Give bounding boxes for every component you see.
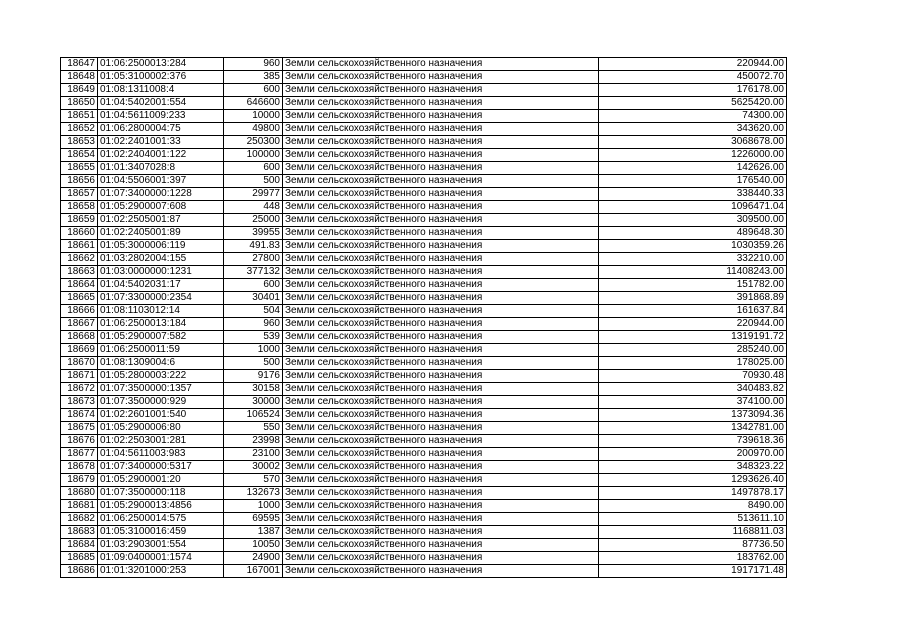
table-row [61, 396, 787, 409]
table-row [61, 422, 787, 435]
land-category-cell: Земли сельскохозяйственного назначения [283, 279, 599, 292]
table-row [61, 58, 787, 71]
land-category-cell: Земли сельскохозяйственного назначения [283, 227, 599, 240]
row-number-cell: 18667 [61, 318, 98, 331]
cadastral-value-cell: 1168811.03 [599, 526, 787, 539]
area-cell: 30000 [224, 396, 283, 409]
row-number-cell: 18653 [61, 136, 98, 149]
cadastral-number-cell: 01:02:2505001:87 [98, 214, 224, 227]
area-cell: 23100 [224, 448, 283, 461]
area-cell: 30401 [224, 292, 283, 305]
area-cell: 1387 [224, 526, 283, 539]
table-row [61, 123, 787, 136]
cadastral-value-cell: 3068678.00 [599, 136, 787, 149]
land-category-cell: Земли сельскохозяйственного назначения [283, 71, 599, 84]
land-category-cell: Земли сельскохозяйственного назначения [283, 188, 599, 201]
cadastral-number-cell: 01:05:3000006:119 [98, 240, 224, 253]
cadastral-value-cell: 183762.00 [599, 552, 787, 565]
table-row [61, 383, 787, 396]
row-number-cell: 18681 [61, 500, 98, 513]
cadastral-number-cell: 01:05:2900001:20 [98, 474, 224, 487]
row-number-cell: 18675 [61, 422, 98, 435]
land-category-cell: Земли сельскохозяйственного назначения [283, 344, 599, 357]
table-row [61, 435, 787, 448]
land-category-cell: Земли сельскохозяйственного назначения [283, 123, 599, 136]
row-number-cell: 18672 [61, 383, 98, 396]
area-cell: 10050 [224, 539, 283, 552]
land-category-cell: Земли сельскохозяйственного назначения [283, 448, 599, 461]
land-category-cell: Земли сельскохозяйственного назначения [283, 240, 599, 253]
cadastral-number-cell: 01:05:2900006:80 [98, 422, 224, 435]
cadastral-number-cell: 01:05:2900007:608 [98, 201, 224, 214]
land-category-cell: Земли сельскохозяйственного назначения [283, 292, 599, 305]
cadastral-value-cell: 142626.00 [599, 162, 787, 175]
table-row [61, 175, 787, 188]
land-category-cell: Земли сельскохозяйственного назначения [283, 136, 599, 149]
table-row [61, 71, 787, 84]
area-cell: 385 [224, 71, 283, 84]
cadastral-value-cell: 70930.48 [599, 370, 787, 383]
area-cell: 30002 [224, 461, 283, 474]
area-cell: 30158 [224, 383, 283, 396]
row-number-cell: 18674 [61, 409, 98, 422]
row-number-cell: 18647 [61, 58, 98, 71]
table-row [61, 344, 787, 357]
row-number-cell: 18655 [61, 162, 98, 175]
land-category-cell: Земли сельскохозяйственного назначения [283, 383, 599, 396]
cadastral-value-cell: 1497878.17 [599, 487, 787, 500]
land-category-cell: Земли сельскохозяйственного назначения [283, 396, 599, 409]
cadastral-number-cell: 01:02:2405001:89 [98, 227, 224, 240]
row-number-cell: 18651 [61, 110, 98, 123]
table-row [61, 474, 787, 487]
cadastral-value-cell: 285240.00 [599, 344, 787, 357]
cadastral-number-cell: 01:04:5402001:554 [98, 97, 224, 110]
land-category-cell: Земли сельскохозяйственного назначения [283, 357, 599, 370]
cadastral-value-cell: 391868.89 [599, 292, 787, 305]
cadastral-value-cell: 176178.00 [599, 84, 787, 97]
table-row [61, 305, 787, 318]
area-cell: 600 [224, 279, 283, 292]
cadastral-number-cell: 01:08:1103012:14 [98, 305, 224, 318]
area-cell: 167001 [224, 565, 283, 578]
cadastral-number-cell: 01:01:3407028:8 [98, 162, 224, 175]
table-row [61, 409, 787, 422]
cadastral-number-cell: 01:07:3400000:1228 [98, 188, 224, 201]
row-number-cell: 18670 [61, 357, 98, 370]
cadastral-number-cell: 01:02:2601001:540 [98, 409, 224, 422]
table-row [61, 214, 787, 227]
row-number-cell: 18665 [61, 292, 98, 305]
area-cell: 106524 [224, 409, 283, 422]
land-category-cell: Земли сельскохозяйственного назначения [283, 305, 599, 318]
land-category-cell: Земли сельскохозяйственного назначения [283, 552, 599, 565]
table-row [61, 448, 787, 461]
row-number-cell: 18666 [61, 305, 98, 318]
area-cell: 448 [224, 201, 283, 214]
land-category-cell: Земли сельскохозяйственного назначения [283, 318, 599, 331]
cadastral-value-cell: 1342781.00 [599, 422, 787, 435]
table-row [61, 500, 787, 513]
row-number-cell: 18679 [61, 474, 98, 487]
cadastral-value-cell: 1917171.48 [599, 565, 787, 578]
cadastral-number-cell: 01:08:1309004:6 [98, 357, 224, 370]
area-cell: 600 [224, 84, 283, 97]
cadastral-value-cell: 374100.00 [599, 396, 787, 409]
row-number-cell: 18668 [61, 331, 98, 344]
land-category-cell: Земли сельскохозяйственного назначения [283, 84, 599, 97]
table-row [61, 318, 787, 331]
cadastral-number-cell: 01:05:3100016:459 [98, 526, 224, 539]
row-number-cell: 18664 [61, 279, 98, 292]
cadastral-number-cell: 01:07:3400000:5317 [98, 461, 224, 474]
cadastral-number-cell: 01:06:2500013:184 [98, 318, 224, 331]
land-category-cell: Земли сельскохозяйственного назначения [283, 487, 599, 500]
row-number-cell: 18680 [61, 487, 98, 500]
table-row [61, 84, 787, 97]
land-category-cell: Земли сельскохозяйственного назначения [283, 162, 599, 175]
area-cell: 23998 [224, 435, 283, 448]
cadastral-number-cell: 01:05:2800003:222 [98, 370, 224, 383]
cadastral-number-cell: 01:03:2903001:554 [98, 539, 224, 552]
area-cell: 9176 [224, 370, 283, 383]
table-row [61, 331, 787, 344]
land-category-cell: Земли сельскохозяйственного назначения [283, 266, 599, 279]
cadastral-number-cell: 01:07:3500000:929 [98, 396, 224, 409]
area-cell: 646600 [224, 97, 283, 110]
table-row [61, 513, 787, 526]
area-cell: 1000 [224, 344, 283, 357]
cadastral-number-cell: 01:04:5402031:17 [98, 279, 224, 292]
row-number-cell: 18678 [61, 461, 98, 474]
table-row [61, 266, 787, 279]
cadastral-number-cell: 01:01:3201000:253 [98, 565, 224, 578]
table-body [61, 58, 787, 578]
row-number-cell: 18685 [61, 552, 98, 565]
row-number-cell: 18656 [61, 175, 98, 188]
table-row [61, 110, 787, 123]
area-cell: 69595 [224, 513, 283, 526]
row-number-cell: 18654 [61, 149, 98, 162]
land-category-cell: Земли сельскохозяйственного назначения [283, 422, 599, 435]
cadastral-number-cell: 01:07:3500000:118 [98, 487, 224, 500]
cadastral-value-cell: 5625420.00 [599, 97, 787, 110]
row-number-cell: 18671 [61, 370, 98, 383]
table-row [61, 149, 787, 162]
land-category-cell: Земли сельскохозяйственного назначения [283, 409, 599, 422]
row-number-cell: 18677 [61, 448, 98, 461]
cadastral-value-cell: 1030359.26 [599, 240, 787, 253]
row-number-cell: 18662 [61, 253, 98, 266]
cadastral-value-cell: 178025.00 [599, 357, 787, 370]
cadastral-value-cell: 200970.00 [599, 448, 787, 461]
land-category-cell: Земли сельскохозяйственного назначения [283, 526, 599, 539]
row-number-cell: 18650 [61, 97, 98, 110]
cadastral-value-cell: 1226000.00 [599, 149, 787, 162]
area-cell: 570 [224, 474, 283, 487]
land-category-cell: Земли сельскохозяйственного назначения [283, 539, 599, 552]
table-row [61, 227, 787, 240]
cadastral-number-cell: 01:09:0400001:1574 [98, 552, 224, 565]
area-cell: 500 [224, 175, 283, 188]
row-number-cell: 18660 [61, 227, 98, 240]
land-plots-table [60, 57, 787, 578]
land-category-cell: Земли сельскохозяйственного назначения [283, 370, 599, 383]
land-category-cell: Земли сельскохозяйственного назначения [283, 110, 599, 123]
area-cell: 504 [224, 305, 283, 318]
row-number-cell: 18657 [61, 188, 98, 201]
row-number-cell: 18663 [61, 266, 98, 279]
area-cell: 960 [224, 58, 283, 71]
row-number-cell: 18673 [61, 396, 98, 409]
area-cell: 500 [224, 357, 283, 370]
row-number-cell: 18686 [61, 565, 98, 578]
cadastral-value-cell: 343620.00 [599, 123, 787, 136]
cadastral-value-cell: 739618.36 [599, 435, 787, 448]
land-category-cell: Земли сельскохозяйственного назначения [283, 461, 599, 474]
cadastral-value-cell: 309500.00 [599, 214, 787, 227]
area-cell: 377132 [224, 266, 283, 279]
table-row [61, 292, 787, 305]
table-row [61, 188, 787, 201]
cadastral-value-cell: 1293626.40 [599, 474, 787, 487]
row-number-cell: 18669 [61, 344, 98, 357]
cadastral-number-cell: 01:06:2500011:59 [98, 344, 224, 357]
row-number-cell: 18648 [61, 71, 98, 84]
area-cell: 539 [224, 331, 283, 344]
cadastral-number-cell: 01:02:2503001:281 [98, 435, 224, 448]
land-category-cell: Земли сельскохозяйственного назначения [283, 58, 599, 71]
land-category-cell: Земли сельскохозяйственного назначения [283, 500, 599, 513]
area-cell: 491.83 [224, 240, 283, 253]
area-cell: 600 [224, 162, 283, 175]
table-row [61, 461, 787, 474]
cadastral-value-cell: 161637.84 [599, 305, 787, 318]
land-category-cell: Земли сельскохозяйственного назначения [283, 149, 599, 162]
land-category-cell: Земли сельскохозяйственного назначения [283, 97, 599, 110]
area-cell: 250300 [224, 136, 283, 149]
cadastral-number-cell: 01:07:3300000:2354 [98, 292, 224, 305]
cadastral-number-cell: 01:05:3100002:376 [98, 71, 224, 84]
table-row [61, 253, 787, 266]
cadastral-value-cell: 1096471.04 [599, 201, 787, 214]
cadastral-value-cell: 450072.70 [599, 71, 787, 84]
land-category-cell: Земли сельскохозяйственного назначения [283, 331, 599, 344]
cadastral-value-cell: 176540.00 [599, 175, 787, 188]
area-cell: 27800 [224, 253, 283, 266]
cadastral-number-cell: 01:05:2900013:4856 [98, 500, 224, 513]
table-row [61, 97, 787, 110]
cadastral-value-cell: 338440.33 [599, 188, 787, 201]
row-number-cell: 18683 [61, 526, 98, 539]
area-cell: 132673 [224, 487, 283, 500]
cadastral-value-cell: 11408243.00 [599, 266, 787, 279]
land-category-cell: Земли сельскохозяйственного назначения [283, 435, 599, 448]
area-cell: 100000 [224, 149, 283, 162]
row-number-cell: 18676 [61, 435, 98, 448]
cadastral-number-cell: 01:04:5506001:397 [98, 175, 224, 188]
table-row [61, 136, 787, 149]
cadastral-value-cell: 87736.50 [599, 539, 787, 552]
cadastral-number-cell: 01:06:2500013:284 [98, 58, 224, 71]
row-number-cell: 18649 [61, 84, 98, 97]
cadastral-number-cell: 01:04:5611003:983 [98, 448, 224, 461]
cadastral-value-cell: 489648.30 [599, 227, 787, 240]
table-row [61, 526, 787, 539]
table-row [61, 357, 787, 370]
land-category-cell: Земли сельскохозяйственного назначения [283, 201, 599, 214]
cadastral-value-cell: 1373094.36 [599, 409, 787, 422]
row-number-cell: 18661 [61, 240, 98, 253]
table-row [61, 565, 787, 578]
row-number-cell: 18659 [61, 214, 98, 227]
table-row [61, 552, 787, 565]
land-category-cell: Земли сельскохозяйственного назначения [283, 565, 599, 578]
area-cell: 25000 [224, 214, 283, 227]
cadastral-value-cell: 348323.22 [599, 461, 787, 474]
area-cell: 960 [224, 318, 283, 331]
table-row [61, 487, 787, 500]
cadastral-number-cell: 01:07:3500000:1357 [98, 383, 224, 396]
area-cell: 29977 [224, 188, 283, 201]
cadastral-value-cell: 513611.10 [599, 513, 787, 526]
cadastral-value-cell: 220944.00 [599, 58, 787, 71]
cadastral-number-cell: 01:06:2500014:575 [98, 513, 224, 526]
cadastral-number-cell: 01:03:0000000:1231 [98, 266, 224, 279]
land-category-cell: Земли сельскохозяйственного назначения [283, 214, 599, 227]
land-category-cell: Земли сельскохозяйственного назначения [283, 175, 599, 188]
area-cell: 39955 [224, 227, 283, 240]
cadastral-number-cell: 01:02:2404001:122 [98, 149, 224, 162]
land-category-cell: Земли сельскохозяйственного назначения [283, 253, 599, 266]
cadastral-value-cell: 340483.82 [599, 383, 787, 396]
cadastral-value-cell: 332210.00 [599, 253, 787, 266]
row-number-cell: 18652 [61, 123, 98, 136]
row-number-cell: 18658 [61, 201, 98, 214]
area-cell: 550 [224, 422, 283, 435]
cadastral-value-cell: 220944.00 [599, 318, 787, 331]
cadastral-value-cell: 1319191.72 [599, 331, 787, 344]
area-cell: 1000 [224, 500, 283, 513]
table-row [61, 279, 787, 292]
cadastral-number-cell: 01:05:2900007:582 [98, 331, 224, 344]
table-row [61, 539, 787, 552]
area-cell: 49800 [224, 123, 283, 136]
table-row [61, 201, 787, 214]
area-cell: 10000 [224, 110, 283, 123]
area-cell: 24900 [224, 552, 283, 565]
cadastral-number-cell: 01:02:2401001:33 [98, 136, 224, 149]
row-number-cell: 18684 [61, 539, 98, 552]
table-row [61, 240, 787, 253]
table-row [61, 370, 787, 383]
cadastral-number-cell: 01:06:2800004:75 [98, 123, 224, 136]
cadastral-number-cell: 01:03:2802004:155 [98, 253, 224, 266]
row-number-cell: 18682 [61, 513, 98, 526]
table-row [61, 162, 787, 175]
land-category-cell: Земли сельскохозяйственного назначения [283, 474, 599, 487]
land-category-cell: Земли сельскохозяйственного назначения [283, 513, 599, 526]
cadastral-value-cell: 151782.00 [599, 279, 787, 292]
cadastral-value-cell: 74300.00 [599, 110, 787, 123]
cadastral-number-cell: 01:08:1311008:4 [98, 84, 224, 97]
cadastral-number-cell: 01:04:5611009:233 [98, 110, 224, 123]
cadastral-value-cell: 8490.00 [599, 500, 787, 513]
